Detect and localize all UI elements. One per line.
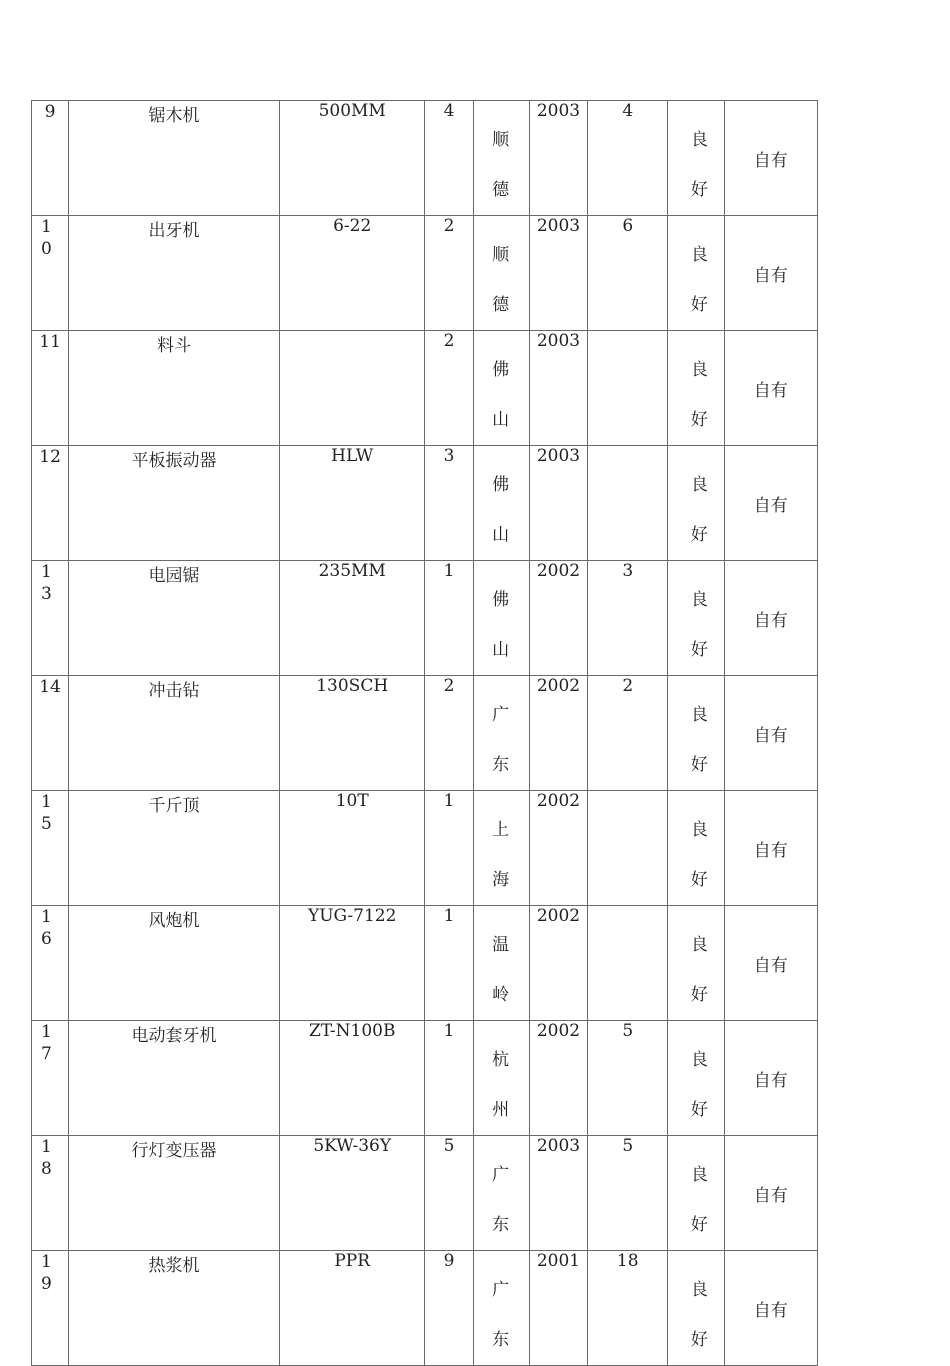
manufacture-year: 2003	[529, 1136, 587, 1251]
table-row	[32, 1136, 818, 1251]
condition-cell	[668, 216, 724, 331]
equipment-table-body	[32, 101, 818, 1366]
rated-power	[588, 331, 668, 446]
row-number: 16	[41, 907, 52, 949]
origin-cell	[473, 1136, 529, 1251]
table-row	[32, 216, 818, 331]
equipment-spec: 10T	[279, 791, 425, 906]
condition-cell	[668, 101, 724, 216]
row-number-cell	[32, 216, 69, 331]
condition-cell	[668, 676, 724, 791]
equipment-quantity: 2	[425, 216, 473, 331]
origin-cell	[473, 906, 529, 1021]
equipment-spec: 235MM	[279, 561, 425, 676]
equipment-quantity: 5	[425, 1136, 473, 1251]
row-number: 14	[39, 677, 61, 697]
row-number-cell	[32, 1251, 69, 1366]
table-row	[32, 1021, 818, 1136]
rated-power	[588, 906, 668, 1021]
row-number: 19	[41, 1252, 52, 1294]
equipment-origin: 广东	[492, 1280, 510, 1350]
manufacture-year: 2001	[529, 1251, 587, 1366]
row-number-cell	[32, 906, 69, 1021]
equipment-spec: YUG-7122	[279, 906, 425, 1021]
equipment-origin: 顺德	[492, 130, 510, 200]
equipment-condition: 良好	[690, 820, 708, 890]
equipment-condition: 良好	[690, 935, 708, 1005]
equipment-quantity: 2	[425, 676, 473, 791]
table-row	[32, 1251, 818, 1366]
manufacture-year: 2003	[529, 446, 587, 561]
equipment-condition: 良好	[690, 705, 708, 775]
equipment-spec: 130SCH	[279, 676, 425, 791]
manufacture-year: 2002	[529, 561, 587, 676]
equipment-ownership: 自有	[724, 331, 817, 446]
origin-cell	[473, 101, 529, 216]
origin-cell	[473, 676, 529, 791]
manufacture-year: 2003	[529, 216, 587, 331]
equipment-origin: 广东	[492, 705, 510, 775]
origin-cell	[473, 791, 529, 906]
equipment-condition: 良好	[690, 1165, 708, 1235]
row-number-cell	[32, 1136, 69, 1251]
rated-power: 18	[588, 1251, 668, 1366]
condition-cell	[668, 446, 724, 561]
equipment-name: 电动套牙机	[69, 1021, 280, 1136]
equipment-name: 行灯变压器	[69, 1136, 280, 1251]
row-number-cell	[32, 331, 69, 446]
row-number: 11	[39, 332, 61, 352]
equipment-origin: 上海	[492, 820, 510, 890]
manufacture-year: 2003	[529, 331, 587, 446]
equipment-name: 冲击钻	[69, 676, 280, 791]
origin-cell	[473, 1021, 529, 1136]
equipment-quantity: 3	[425, 446, 473, 561]
row-number: 17	[41, 1022, 52, 1064]
equipment-ownership: 自有	[724, 446, 817, 561]
rated-power: 6	[588, 216, 668, 331]
equipment-condition: 良好	[690, 1280, 708, 1350]
equipment-origin: 广东	[492, 1165, 510, 1235]
manufacture-year: 2002	[529, 676, 587, 791]
equipment-spec: 6-22	[279, 216, 425, 331]
equipment-origin: 顺德	[492, 245, 510, 315]
rated-power: 5	[588, 1136, 668, 1251]
equipment-quantity: 9	[425, 1251, 473, 1366]
rated-power	[588, 791, 668, 906]
condition-cell	[668, 791, 724, 906]
equipment-name: 料斗	[69, 331, 280, 446]
equipment-ownership: 自有	[724, 101, 817, 216]
condition-cell	[668, 331, 724, 446]
condition-cell	[668, 1021, 724, 1136]
row-number-cell	[32, 1021, 69, 1136]
rated-power: 5	[588, 1021, 668, 1136]
equipment-condition: 良好	[690, 130, 708, 200]
equipment-ownership: 自有	[724, 791, 817, 906]
equipment-quantity: 1	[425, 1021, 473, 1136]
equipment-ownership: 自有	[724, 1251, 817, 1366]
equipment-name: 热浆机	[69, 1251, 280, 1366]
rated-power: 3	[588, 561, 668, 676]
equipment-ownership: 自有	[724, 1021, 817, 1136]
origin-cell	[473, 216, 529, 331]
equipment-condition: 良好	[690, 360, 708, 430]
equipment-ownership: 自有	[724, 676, 817, 791]
equipment-name: 电园锯	[69, 561, 280, 676]
equipment-spec: PPR	[279, 1251, 425, 1366]
equipment-table	[31, 100, 818, 1366]
equipment-name: 平板振动器	[69, 446, 280, 561]
condition-cell	[668, 906, 724, 1021]
table-row	[32, 446, 818, 561]
equipment-ownership: 自有	[724, 906, 817, 1021]
equipment-spec: 500MM	[279, 101, 425, 216]
table-row	[32, 676, 818, 791]
equipment-ownership: 自有	[724, 561, 817, 676]
table-row	[32, 561, 818, 676]
table-row	[32, 101, 818, 216]
equipment-ownership: 自有	[724, 216, 817, 331]
equipment-name: 千斤顶	[69, 791, 280, 906]
row-number: 10	[41, 217, 52, 259]
rated-power	[588, 446, 668, 561]
origin-cell	[473, 561, 529, 676]
origin-cell	[473, 1251, 529, 1366]
equipment-spec: HLW	[279, 446, 425, 561]
rated-power: 2	[588, 676, 668, 791]
table-row	[32, 906, 818, 1021]
equipment-origin: 杭州	[492, 1050, 510, 1120]
equipment-condition: 良好	[690, 475, 708, 545]
row-number: 18	[41, 1137, 52, 1179]
equipment-condition: 良好	[690, 245, 708, 315]
row-number-cell	[32, 101, 69, 216]
equipment-quantity: 2	[425, 331, 473, 446]
row-number-cell	[32, 676, 69, 791]
row-number: 12	[39, 447, 61, 467]
row-number: 9	[44, 102, 56, 122]
rated-power: 4	[588, 101, 668, 216]
row-number-cell	[32, 791, 69, 906]
equipment-condition: 良好	[690, 1050, 708, 1120]
row-number: 13	[41, 562, 52, 604]
row-number-cell	[32, 446, 69, 561]
equipment-quantity: 1	[425, 561, 473, 676]
equipment-spec	[279, 331, 425, 446]
row-number-cell	[32, 561, 69, 676]
equipment-origin: 佛山	[492, 475, 510, 545]
condition-cell	[668, 1251, 724, 1366]
equipment-name: 风炮机	[69, 906, 280, 1021]
equipment-quantity: 4	[425, 101, 473, 216]
equipment-origin: 温岭	[492, 935, 510, 1005]
manufacture-year: 2002	[529, 791, 587, 906]
origin-cell	[473, 446, 529, 561]
equipment-quantity: 1	[425, 906, 473, 1021]
manufacture-year: 2002	[529, 1021, 587, 1136]
manufacture-year: 2002	[529, 906, 587, 1021]
manufacture-year: 2003	[529, 101, 587, 216]
equipment-ownership: 自有	[724, 1136, 817, 1251]
equipment-spec: ZT-N100B	[279, 1021, 425, 1136]
condition-cell	[668, 1136, 724, 1251]
equipment-origin: 佛山	[492, 590, 510, 660]
equipment-origin: 佛山	[492, 360, 510, 430]
equipment-spec: 5KW-36Y	[279, 1136, 425, 1251]
equipment-condition: 良好	[690, 590, 708, 660]
condition-cell	[668, 561, 724, 676]
equipment-quantity: 1	[425, 791, 473, 906]
equipment-name: 出牙机	[69, 216, 280, 331]
origin-cell	[473, 331, 529, 446]
equipment-name: 锯木机	[69, 101, 280, 216]
table-row	[32, 331, 818, 446]
table-row	[32, 791, 818, 906]
row-number: 15	[41, 792, 52, 834]
